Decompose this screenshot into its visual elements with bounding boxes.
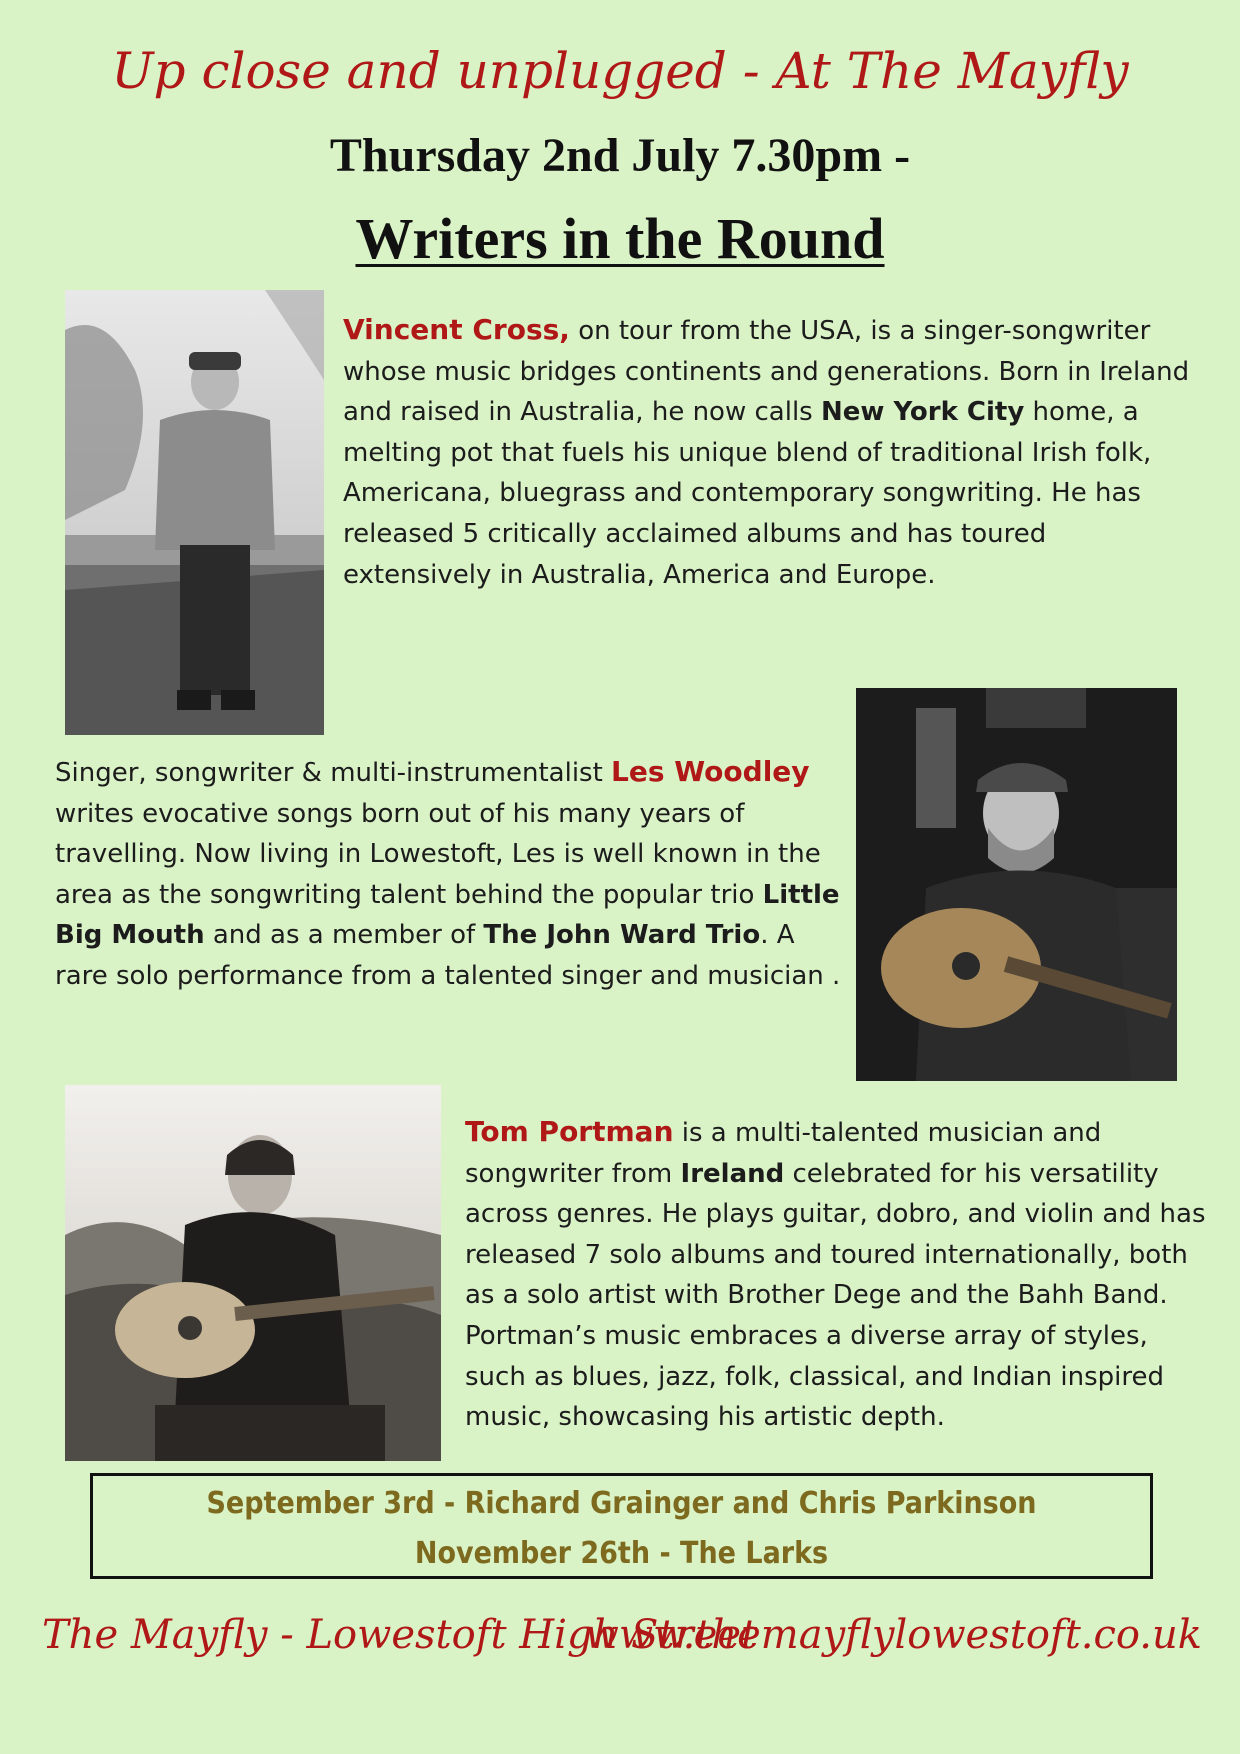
bio-highlight: Ireland: [680, 1158, 785, 1189]
bio-text: writes evocative songs born out of his many years of travelling. Now living in Lowestoft, Les is well known in the area as the songwriting talent behind the popular trio: [55, 798, 821, 910]
tom-portman-photo: [65, 1085, 441, 1461]
bio-text: home, a melting pot that fuels his unique blend of traditional Irish folk, Americana, bluegrass and contemporary songwriting. He has released 5 critically acclaimed albums and has toured extensively in Australia, America and Europe.: [343, 397, 1152, 590]
bio-text: and as a member of: [204, 920, 484, 951]
event-title: [0, 205, 1240, 272]
les-woodley-photo: [856, 688, 1177, 1081]
bio-text: is a multi-talented musician and songwriter from: [465, 1118, 1102, 1189]
bio-highlight: New York City: [820, 397, 1025, 428]
event-title-text: Writers in the Round: [355, 206, 885, 271]
les-woodley-bio: [55, 752, 845, 997]
venue-address: The Mayfly - Lowestoft High Street: [42, 1612, 758, 1658]
tom-portman-bio: [465, 1112, 1210, 1438]
vincent-cross-bio: [343, 310, 1193, 595]
bio-text: celebrated for his versatility across genres. He plays guitar, dobro, and violin and has released 7 solo albums and toured internationally, both as a solo artist with Brother Dege and the Bahh Band. Portman’s music embraces a diverse array of styles, such as blues, jazz, folk, classical, and Indian inspired music, showcasing his artistic depth.: [465, 1158, 1206, 1433]
headline: Up close and unplugged - At The Mayfly: [111, 42, 1129, 100]
performer-name: Les Woodley: [611, 755, 810, 788]
event-date: Thursday 2nd July 7.30pm -: [329, 129, 911, 182]
bio-text: on tour from the USA, is a singer-songwriter whose music bridges continents and generations. Born in Ireland and raised in Australia, he now calls: [343, 316, 1190, 428]
bio-highlight: Little Big Mouth: [55, 879, 840, 951]
vincent-cross-photo: [65, 290, 324, 735]
website-link[interactable]: www.themayflylowestoft.co.uk: [584, 1612, 1202, 1658]
upcoming-date: September 3rd - Richard Grainger and Chris Parkinson: [206, 1486, 1037, 1521]
bio-text: . A rare solo performance from a talented singer and musician .: [55, 920, 841, 991]
bio-text: Singer, songwriter & multi-instrumentalist: [55, 758, 612, 788]
upcoming-date: November 26th - The Larks: [414, 1536, 829, 1571]
upcoming-dates-box: [90, 1473, 1153, 1579]
performer-name: Vincent Cross,: [343, 313, 570, 346]
bio-highlight: The John Ward Trio: [483, 920, 761, 951]
performer-name: Tom Portman: [465, 1115, 674, 1148]
